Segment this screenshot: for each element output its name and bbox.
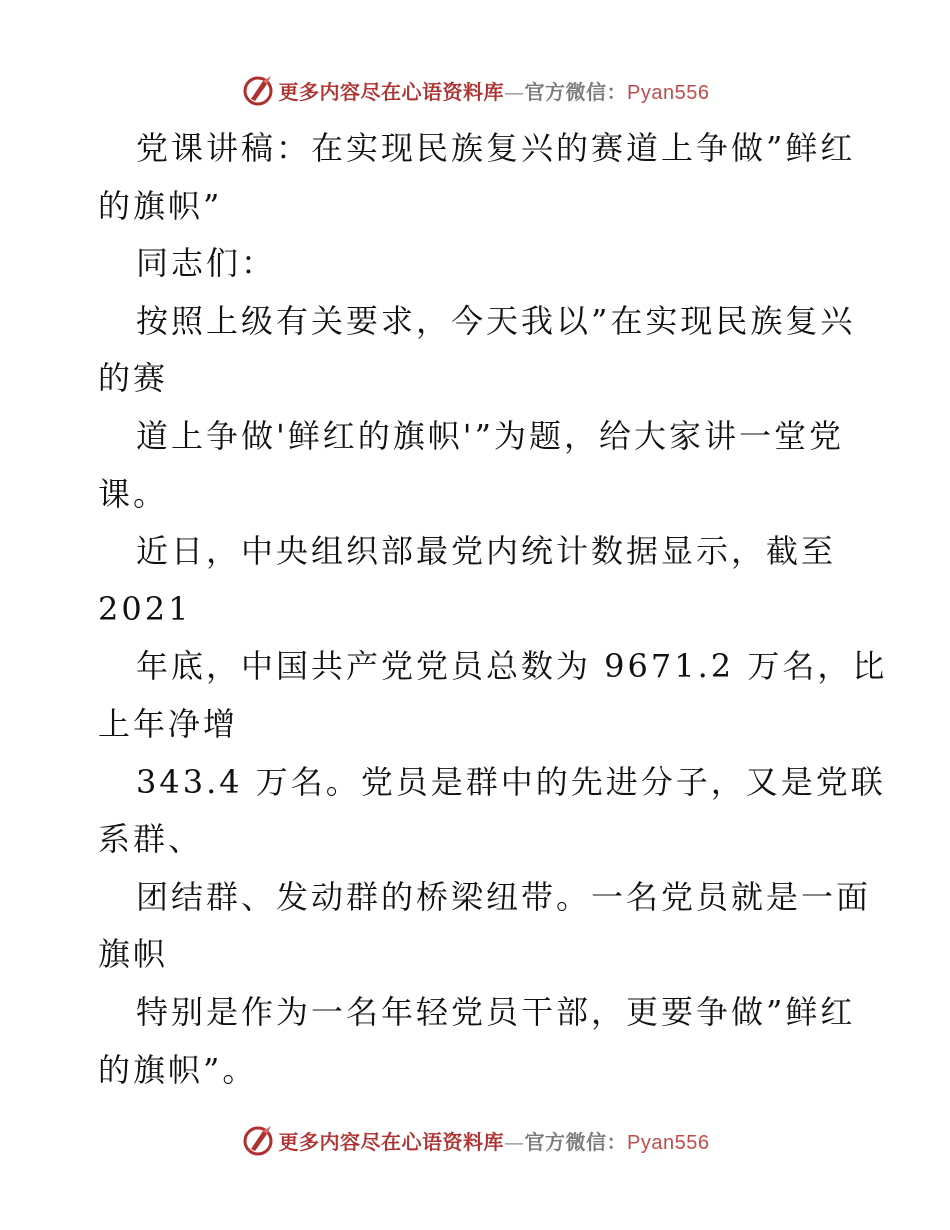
footer-banner: [0, 1122, 950, 1158]
paragraph-line: 旗帜: [98, 935, 169, 974]
salutation: 同志们：: [136, 244, 277, 283]
document-title-line-2: 的旗帜”: [98, 186, 223, 225]
quill-pen-logo-icon: [241, 1123, 275, 1157]
banner-text: 更多内容尽在心语资料库—官方微信：Pyan556: [278, 1129, 710, 1154]
paragraph-line: 343.4 万名。党员是群中的先进分子，又是党联: [136, 762, 886, 801]
paragraph-line: 系群、: [98, 820, 204, 859]
paragraph-line: 的赛: [98, 359, 169, 398]
document-body: [98, 120, 888, 1099]
paragraph-line: 特别是作为一名年轻党员干部，更要争做”鲜红: [136, 992, 856, 1031]
paragraph-line: 课。: [98, 474, 169, 513]
header-banner: [0, 72, 950, 108]
paragraph-line: 2021: [98, 589, 192, 628]
paragraph-line: 道上争做'鲜红的旗帜'”为题，给大家讲一堂党: [136, 416, 844, 455]
paragraph-line: 的旗帜”。: [98, 1050, 258, 1089]
paragraph-line: 近日，中央组织部最党内统计数据显示，截至: [136, 532, 837, 571]
banner-text: 更多内容尽在心语资料库—官方微信：Pyan556: [278, 79, 710, 104]
quill-pen-logo-icon: [241, 73, 275, 107]
paragraph-line: 团结群、发动群的桥梁纽带。一名党员就是一面: [136, 877, 872, 916]
document-title-line-1: 党课讲稿：在实现民族复兴的赛道上争做”鲜红: [136, 129, 856, 167]
paragraph-line: 按照上级有关要求，今天我以”在实现民族复兴: [136, 301, 856, 340]
paragraph-line: 年底，中国共产党党员总数为 9671.2 万名，比: [136, 647, 888, 686]
paragraph-line: 上年净增: [98, 704, 239, 743]
